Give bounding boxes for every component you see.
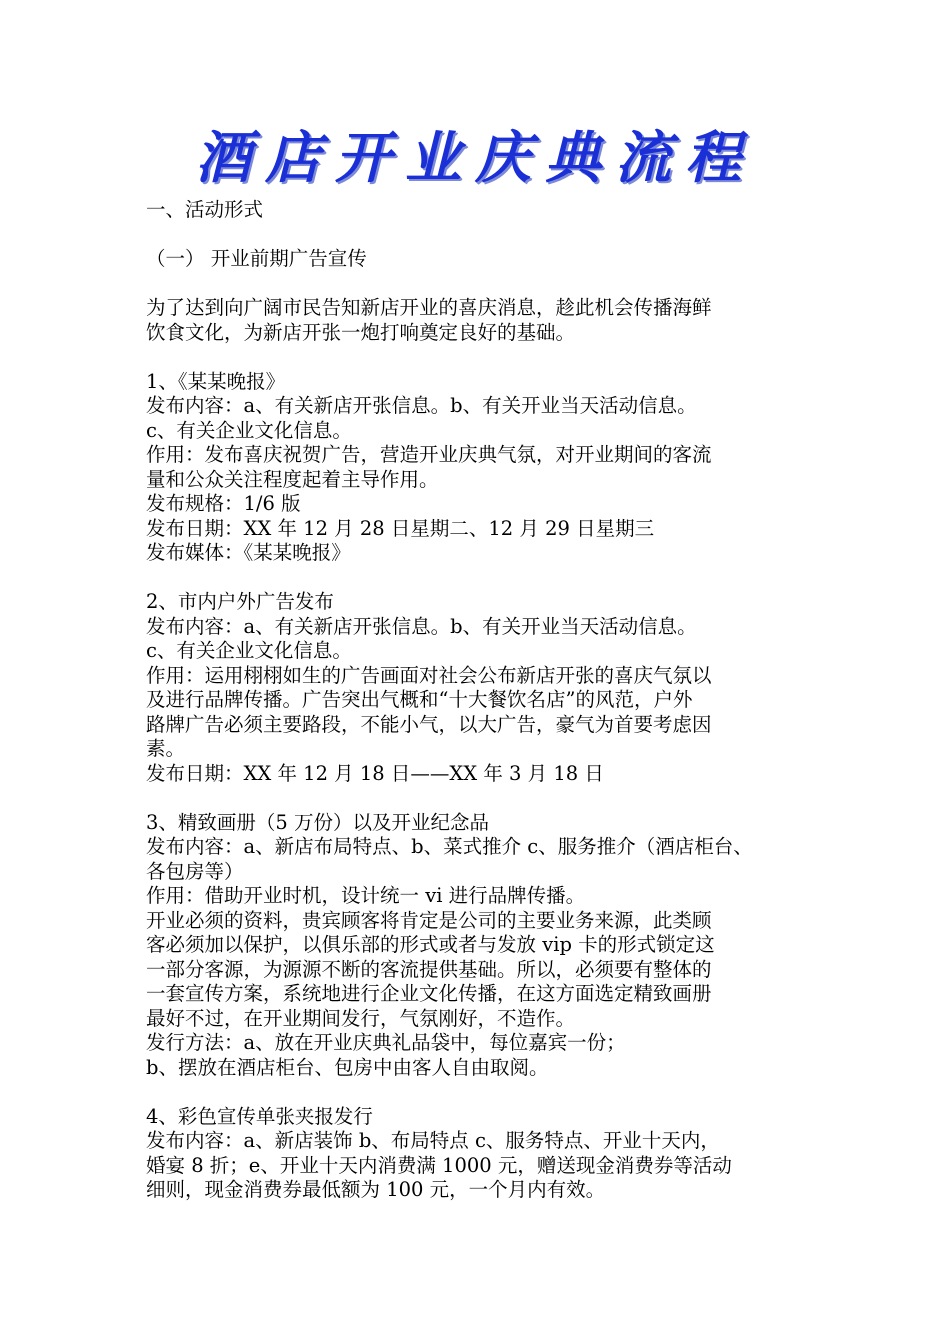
paragraph-line: 发布规格：1/6 版	[146, 492, 301, 515]
paragraph-line: 开业必须的资料，贵宾顾客将肯定是公司的主要业务来源，此类顾	[146, 908, 712, 932]
blank-line	[146, 1080, 826, 1105]
paragraph-line: 作用：运用栩栩如生的广告画面对社会公布新店开张的喜庆气氛以	[146, 663, 712, 687]
blank-line	[146, 566, 826, 591]
section-heading: 一、活动形式	[146, 198, 264, 221]
paragraph-line: 作用：发布喜庆祝贺广告，营造开业庆典气氛，对开业期间的客流	[146, 443, 712, 466]
paragraph-line: 一套宣传方案，系统地进行企业文化传播，在这方面选定精致画册	[146, 982, 712, 1005]
paragraph-line: 发布内容：a、新店布局特点、b、菜式推介 c、服务推介（酒店柜台、	[146, 835, 753, 858]
paragraph-line: 发布内容：a、有关新店开张信息。b、有关开业当天活动信息。	[146, 614, 697, 638]
paragraph-line: 各包房等）	[146, 859, 244, 883]
paragraph-line: 发布内容：a、有关新店开张信息。b、有关开业当天活动信息。	[146, 394, 697, 417]
subsection-heading: （一） 开业前期广告宣传	[146, 247, 367, 270]
paragraph-line: c、有关企业文化信息。	[146, 639, 352, 662]
blank-line	[146, 223, 826, 248]
blank-line	[146, 272, 826, 297]
paragraph-line: 发行方法：a、放在开业庆典礼品袋中，每位嘉宾一份；	[146, 1031, 626, 1054]
paragraph-line: c、有关企业文化信息。	[146, 418, 352, 442]
paragraph-line: 发布日期：XX 年 12 月 28 日星期二、12 月 29 日星期三	[146, 516, 655, 540]
paragraph-line: 饮食文化，为新店开张一炮打响奠定良好的基础。	[146, 320, 576, 344]
paragraph-line: 作用：借助开业时机，设计统一 vi 进行品牌传播。	[146, 884, 586, 907]
paragraph-line: 发布媒体：《某某晚报》	[146, 541, 351, 564]
document-title: 酒店开业庆典流程	[195, 125, 755, 191]
paragraph-line: b、摆放在酒店柜台、包房中由客人自由取阅。	[146, 1055, 549, 1079]
paragraph-line: 为了达到向广阔市民告知新店开业的喜庆消息，趁此机会传播海鲜	[146, 296, 712, 319]
paragraph-line: 量和公众关注程度起着主导作用。	[146, 467, 439, 491]
paragraph-line: 发布日期：XX 年 12 月 18 日——XX 年 3 月 18 日	[146, 761, 604, 785]
paragraph-line: 客必须加以保护，以俱乐部的形式或者与发放 vip 卡的形式锁定这	[146, 933, 715, 956]
item-heading: 2、市内户外广告发布	[146, 590, 334, 613]
item-heading: 1、《某某晚报》	[146, 369, 286, 393]
document-body	[146, 198, 826, 1203]
blank-line	[146, 786, 826, 811]
paragraph-line: 细则，现金消费券最低额为 100 元，一个月内有效。	[146, 1178, 606, 1201]
item-heading: 3、精致画册（5 万份）以及开业纪念品	[146, 810, 490, 834]
paragraph-line: 最好不过，在开业期间发行，气氛刚好，不造作。	[146, 1006, 576, 1030]
paragraph-line: 发布内容：a、新店装饰 b、布局特点 c、服务特点、开业十天内，	[146, 1129, 720, 1152]
paragraph-line: 一部分客源，为源源不断的客流提供基础。所以，必须要有整体的	[146, 957, 712, 981]
paragraph-line: 素。	[146, 737, 186, 760]
item-heading: 4、彩色宣传单张夹报发行	[146, 1104, 373, 1128]
blank-line	[146, 345, 826, 370]
paragraph-line: 婚宴 8 折；e、开业十天内消费满 1000 元，赠送现金消费券等活动	[146, 1153, 732, 1177]
paragraph-line: 路牌广告必须主要路段，不能小气，以大广告，豪气为首要考虑因	[146, 712, 712, 736]
paragraph-line: 及进行品牌传播。广告突出气概和“十大餐饮名店”的风范，户外	[146, 688, 693, 711]
